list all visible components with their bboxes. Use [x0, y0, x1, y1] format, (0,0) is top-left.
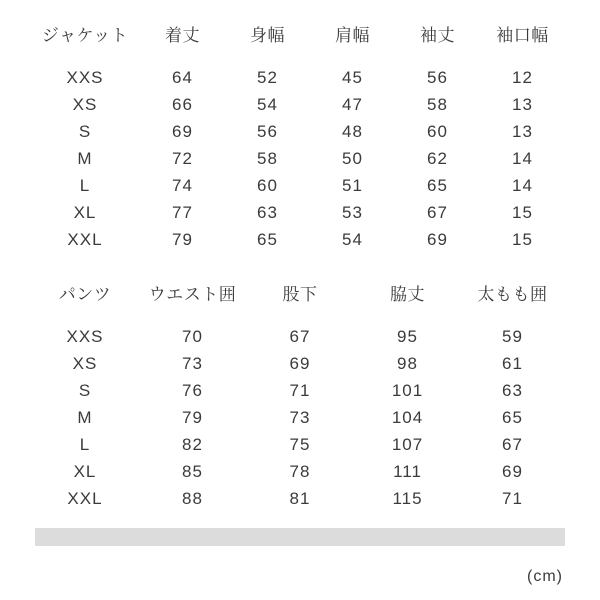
table-row: [30, 323, 565, 350]
column-header-cell: 肩幅: [335, 26, 370, 45]
value-cell: 54: [257, 94, 278, 114]
table-row: [30, 377, 565, 404]
value-cell: 67: [289, 326, 311, 346]
value-cell: 58: [257, 148, 278, 168]
column-header-cell: 着丈: [165, 26, 200, 45]
value-cell: 95: [397, 326, 418, 346]
size-label-cell: XXL: [67, 229, 103, 249]
table-row: [30, 199, 565, 226]
unit-label: (cm): [527, 568, 563, 585]
value-cell: 74: [172, 175, 193, 195]
size-label-cell: XXS: [66, 67, 104, 87]
value-cell: 73: [289, 407, 311, 427]
value-cell: 54: [342, 229, 363, 249]
size-label-cell: S: [78, 380, 92, 400]
value-cell: 47: [342, 94, 363, 114]
value-cell: 50: [342, 148, 363, 168]
size-label-cell: S: [78, 121, 92, 141]
value-cell: 81: [289, 488, 311, 508]
value-cell: 64: [172, 67, 193, 87]
value-cell: 52: [257, 67, 278, 87]
value-cell: 56: [257, 121, 278, 141]
value-cell: 69: [172, 121, 193, 141]
column-header-cell: 袖口幅: [496, 26, 549, 45]
value-cell: 71: [289, 380, 311, 400]
table-row: [30, 485, 565, 512]
value-cell: 63: [502, 380, 523, 400]
value-cell: 78: [289, 461, 311, 481]
value-cell: 13: [512, 94, 533, 114]
value-cell: 115: [392, 488, 423, 508]
value-cell: 62: [427, 148, 448, 168]
value-cell: 14: [512, 175, 533, 195]
size-label-cell: XXS: [66, 326, 104, 346]
value-cell: 77: [172, 202, 193, 222]
value-cell: 88: [182, 488, 203, 508]
pants-size-table: [30, 279, 565, 512]
jacket-size-table: [30, 20, 565, 253]
table-row: [30, 350, 565, 377]
size-label-cell: M: [77, 407, 93, 427]
value-cell: 48: [342, 121, 363, 141]
value-cell: 111: [393, 461, 422, 481]
table-row: [30, 458, 565, 485]
value-cell: 69: [289, 353, 311, 373]
value-cell: 101: [391, 380, 424, 400]
value-cell: 67: [427, 202, 448, 222]
value-cell: 71: [502, 488, 523, 508]
value-cell: 12: [512, 67, 533, 87]
value-cell: 63: [257, 202, 278, 222]
value-cell: 53: [342, 202, 363, 222]
value-cell: 98: [397, 353, 418, 373]
table-row: [30, 404, 565, 431]
value-cell: 79: [172, 229, 193, 249]
value-cell: 82: [182, 434, 203, 454]
value-cell: 76: [182, 380, 203, 400]
table-row: [30, 118, 565, 145]
value-cell: 13: [512, 121, 533, 141]
column-header-cell: ウエスト囲: [148, 285, 237, 304]
column-header-cell: 脇丈: [390, 285, 425, 304]
value-cell: 14: [512, 148, 533, 168]
table-row: [30, 145, 565, 172]
header-row: [30, 279, 565, 323]
table-row: [30, 226, 565, 253]
size-label-cell: XL: [73, 202, 97, 222]
size-label-cell: XXL: [67, 488, 103, 508]
divider-bar: [35, 528, 565, 546]
table-row: [30, 64, 565, 91]
value-cell: 66: [172, 94, 193, 114]
size-label-cell: XS: [72, 94, 98, 114]
size-label-cell: L: [79, 434, 91, 454]
value-cell: 107: [391, 434, 424, 454]
table-title-cell: ジャケット: [41, 26, 129, 45]
value-cell: 58: [427, 94, 448, 114]
size-label-cell: L: [79, 175, 91, 195]
value-cell: 15: [512, 229, 533, 249]
column-header-cell: 袖丈: [420, 26, 455, 45]
value-cell: 65: [427, 175, 448, 195]
value-cell: 70: [182, 326, 203, 346]
value-cell: 65: [502, 407, 523, 427]
header-row: [30, 20, 565, 64]
value-cell: 67: [502, 434, 523, 454]
value-cell: 79: [182, 407, 203, 427]
value-cell: 51: [342, 175, 363, 195]
table-row: [30, 431, 565, 458]
value-cell: 60: [257, 175, 278, 195]
table-title-cell: パンツ: [58, 285, 112, 304]
value-cell: 73: [182, 353, 203, 373]
value-cell: 72: [172, 148, 193, 168]
value-cell: 15: [512, 202, 533, 222]
size-label-cell: XS: [72, 353, 98, 373]
value-cell: 69: [502, 461, 523, 481]
table-row: [30, 91, 565, 118]
value-cell: 104: [391, 407, 424, 427]
value-cell: 59: [502, 326, 523, 346]
value-cell: 69: [427, 229, 448, 249]
size-label-cell: M: [77, 148, 93, 168]
value-cell: 85: [182, 461, 203, 481]
column-header-cell: 股下: [282, 285, 318, 304]
value-cell: 60: [427, 121, 448, 141]
table-row: [30, 172, 565, 199]
column-header-cell: 太もも囲: [477, 285, 548, 304]
value-cell: 61: [502, 353, 523, 373]
value-cell: 56: [427, 67, 448, 87]
column-header-cell: 身幅: [250, 26, 285, 45]
value-cell: 65: [257, 229, 278, 249]
value-cell: 75: [289, 434, 311, 454]
value-cell: 45: [342, 67, 363, 87]
size-label-cell: XL: [73, 461, 97, 481]
